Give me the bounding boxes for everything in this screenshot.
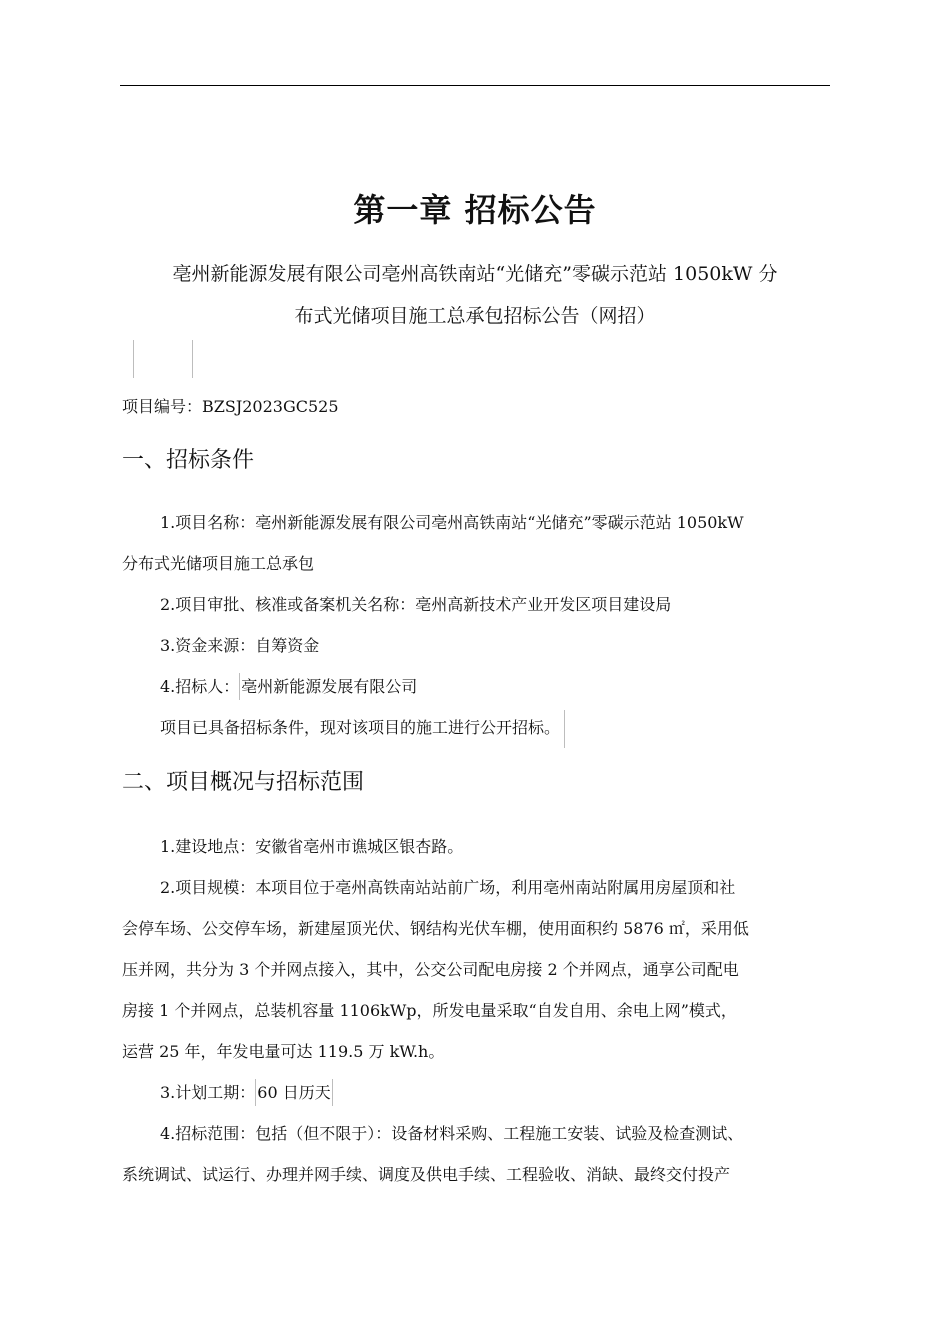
empty-text-box [133,340,193,378]
section-2-heading: 二、项目概况与招标范围 [122,770,365,795]
project-scale-line-5: 运营 25 年，年发电量可达 119.5 万 kW.h。 [122,1042,445,1061]
project-scale-line-1: 2.项目规模：本项目位于亳州高铁南站站前广场，利用亳州南站附属用房屋顶和社 [160,878,736,897]
tenderer-label: 4.招标人： [160,677,240,696]
project-name-line-1: 1.项目名称：亳州新能源发展有限公司亳州高铁南站“光储充”零碳示范站 1050kW [160,513,744,532]
project-scale-line-2: 会停车场、公交停车场，新建屋顶光伏、钢结构光伏车棚，使用面积约 5876 ㎡，采用低 [122,919,749,938]
notice-title-line-2: 布式光储项目施工总承包招标公告（网招） [294,305,656,327]
tender-scope-line-1: 4.招标范围：包括（但不限于）：设备材料采购、工程施工安装、试验及检查测试、 [160,1124,744,1143]
project-scale-line-3: 压并网，共分为 3 个并网点接入，其中，公交公司配电房接 2 个并网点，通享公司配电 [122,960,739,979]
planned-duration-line [122,1072,832,1113]
tenderer-line [122,666,832,707]
notice-title [120,253,830,337]
notice-title-line-1: 亳州新能源发展有限公司亳州高铁南站“光储充”零碳示范站 1050kW 分 [172,263,778,285]
tender-conditions-text: 项目已具备招标条件，现对该项目的施工进行公开招标。 [160,718,561,737]
chapter-title: 第一章 招标公告 [353,191,597,229]
section-1-body [122,502,832,748]
project-name-line-2: 分布式光储项目施工总承包 [122,554,315,573]
tenderer-name: 亳州新能源发展有限公司 [239,673,417,700]
construction-site: 1.建设地点：安徽省亳州市谯城区银杏路。 [160,837,464,856]
section-1-heading: 一、招标条件 [122,448,255,473]
project-scale-line-4: 房接 1 个并网点，总装机容量 1106kWp，所发电量采取“自发自用、余电上网”模式， [122,1001,737,1020]
header-rule [120,85,830,86]
text-cursor-mark [564,710,565,748]
tender-conditions-statement [122,707,832,748]
section-2-body [122,826,832,1195]
planned-duration-label: 3.计划工期： [160,1083,256,1102]
approval-authority: 2.项目审批、核准或备案机关名称：亳州高新技术产业开发区项目建设局 [160,595,672,614]
funding-source: 3.资金来源：自筹资金 [160,636,320,655]
project-number: 项目编号：BZSJ2023GC525 [122,397,339,416]
planned-duration-value: 60 日历天 [255,1079,332,1106]
tender-scope-line-2: 系统调试、试运行、办理并网手续、调度及供电手续、工程验收、消缺、最终交付投产 [122,1165,731,1184]
